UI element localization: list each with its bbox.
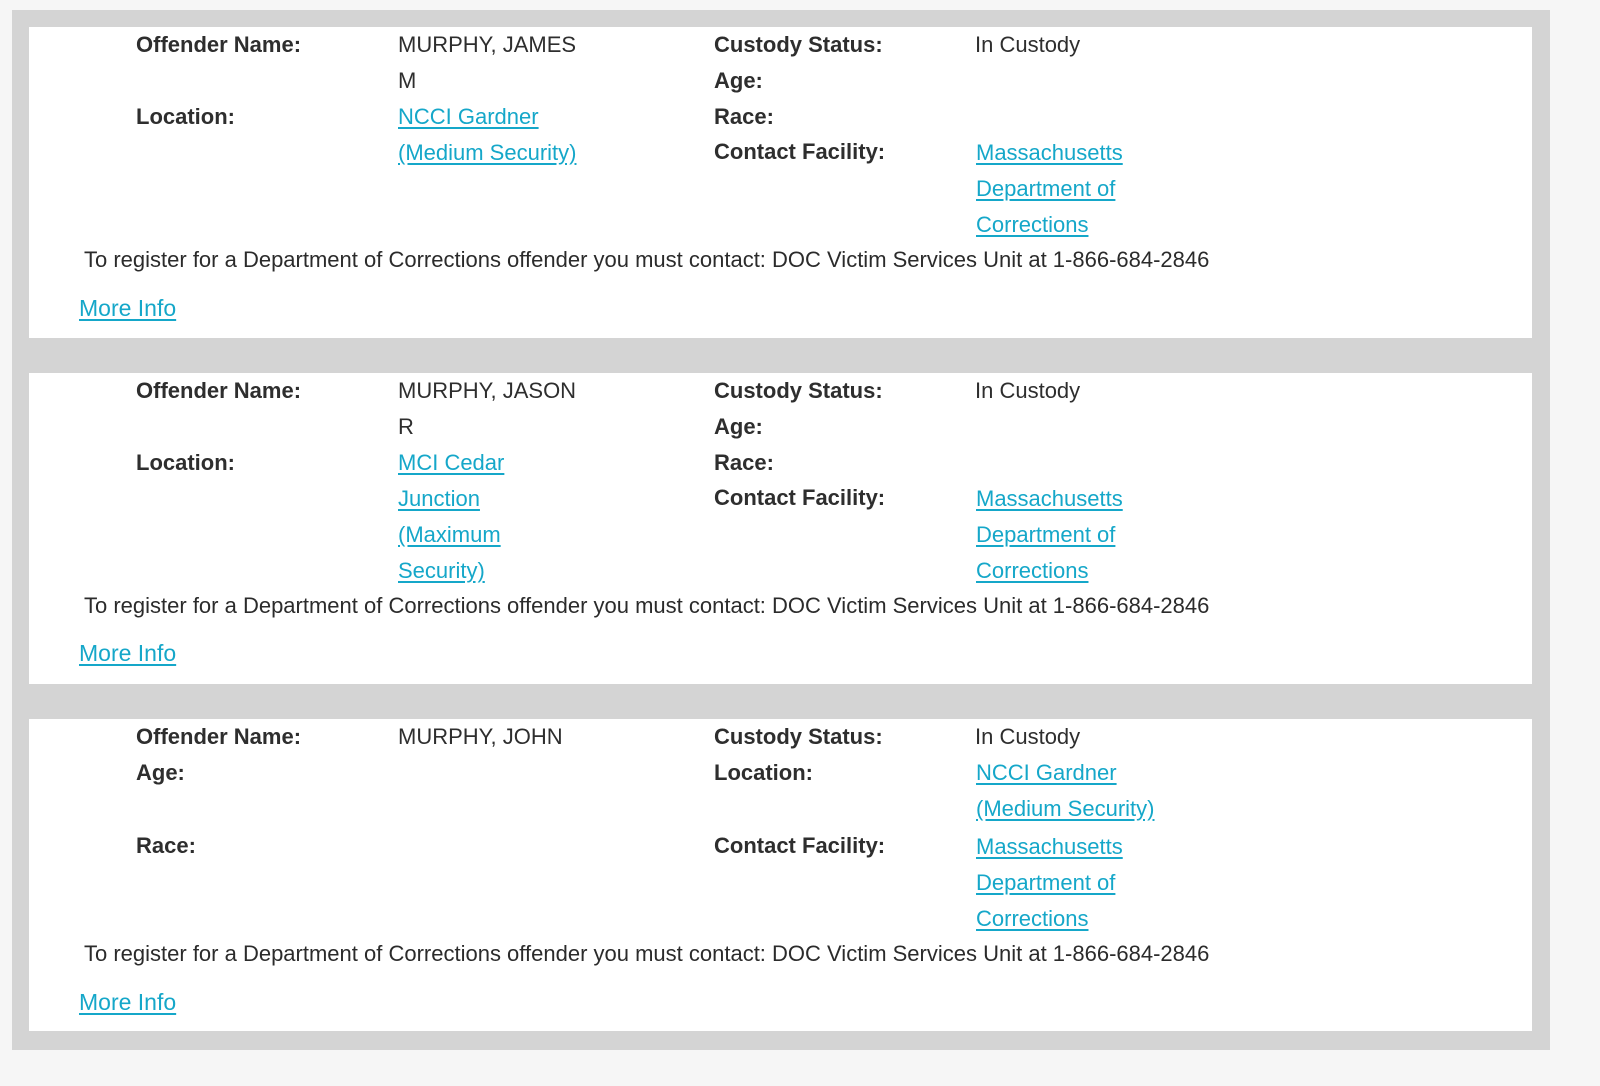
name-line: MURPHY, JASON [398, 378, 577, 403]
register-note: To register for a Department of Corrections offender you must contact: DOC Victim Services Unit at 1-866-684-2846 [84, 247, 1210, 272]
offender-record-card [29, 719, 1532, 1031]
results-frame [12, 10, 1550, 1050]
contact-facility-link[interactable]: Massachusetts [976, 834, 1123, 859]
race-label: Race: [714, 104, 774, 129]
offender-record-card [29, 27, 1532, 338]
contact-facility-label: Contact Facility: [714, 139, 886, 164]
custody-status-value: In Custody [975, 378, 1081, 403]
age-label: Age: [714, 414, 763, 439]
offender-name-label: Offender Name: [136, 32, 302, 57]
location-label: Location: [714, 760, 813, 785]
location-link[interactable]: Security) [398, 558, 485, 583]
name-line: MURPHY, JAMES [398, 32, 577, 57]
more-info-link[interactable]: More Info [79, 640, 177, 666]
offender-name-label: Offender Name: [136, 724, 302, 749]
race-label: Race: [714, 450, 774, 475]
age-label: Age: [714, 68, 763, 93]
custody-status-label: Custody Status: [714, 724, 883, 749]
offender-name-value [398, 373, 576, 445]
custody-status-value: In Custody [975, 724, 1081, 749]
custody-status-value: In Custody [975, 32, 1081, 57]
more-info-link[interactable]: More Info [79, 989, 177, 1015]
offender-name-value: MURPHY, JOHN [398, 724, 563, 749]
contact-facility-link[interactable]: Corrections [976, 906, 1089, 931]
contact-facility-label: Contact Facility: [714, 833, 886, 858]
more-info-link[interactable]: More Info [79, 295, 177, 321]
contact-facility-link[interactable]: Massachusetts [976, 486, 1123, 511]
contact-facility-link-group [976, 135, 1123, 243]
contact-facility-label: Contact Facility: [714, 485, 886, 510]
location-link[interactable]: Junction [398, 486, 480, 511]
location-link-group [398, 99, 576, 171]
custody-status-label: Custody Status: [714, 378, 883, 403]
location-link[interactable]: NCCI Gardner [976, 760, 1117, 785]
age-label: Age: [136, 760, 185, 785]
location-link[interactable]: (Medium Security) [398, 140, 577, 165]
name-line: R [398, 414, 414, 439]
custody-status-label: Custody Status: [714, 32, 883, 57]
location-label: Location: [136, 104, 235, 129]
race-label: Race: [136, 833, 196, 858]
location-link-group [976, 755, 1154, 827]
location-label: Location: [136, 450, 235, 475]
offender-record-card [29, 373, 1532, 684]
location-link[interactable]: (Maximum [398, 522, 501, 547]
location-link[interactable]: (Medium Security) [976, 796, 1155, 821]
contact-facility-link[interactable]: Corrections [976, 212, 1089, 237]
contact-facility-link[interactable]: Department of [976, 176, 1116, 201]
register-note: To register for a Department of Corrections offender you must contact: DOC Victim Services Unit at 1-866-684-2846 [84, 941, 1210, 966]
location-link-group [398, 445, 504, 589]
contact-facility-link-group [976, 481, 1123, 589]
register-note: To register for a Department of Corrections offender you must contact: DOC Victim Services Unit at 1-866-684-2846 [84, 593, 1210, 618]
location-link[interactable]: NCCI Gardner [398, 104, 539, 129]
contact-facility-link[interactable]: Department of [976, 522, 1116, 547]
contact-facility-link[interactable]: Corrections [976, 558, 1089, 583]
name-line: M [398, 68, 417, 93]
offender-name-value [398, 27, 576, 99]
contact-facility-link[interactable]: Massachusetts [976, 140, 1123, 165]
contact-facility-link[interactable]: Department of [976, 870, 1116, 895]
offender-name-label: Offender Name: [136, 378, 302, 403]
contact-facility-link-group [976, 829, 1123, 937]
location-link[interactable]: MCI Cedar [398, 450, 505, 475]
